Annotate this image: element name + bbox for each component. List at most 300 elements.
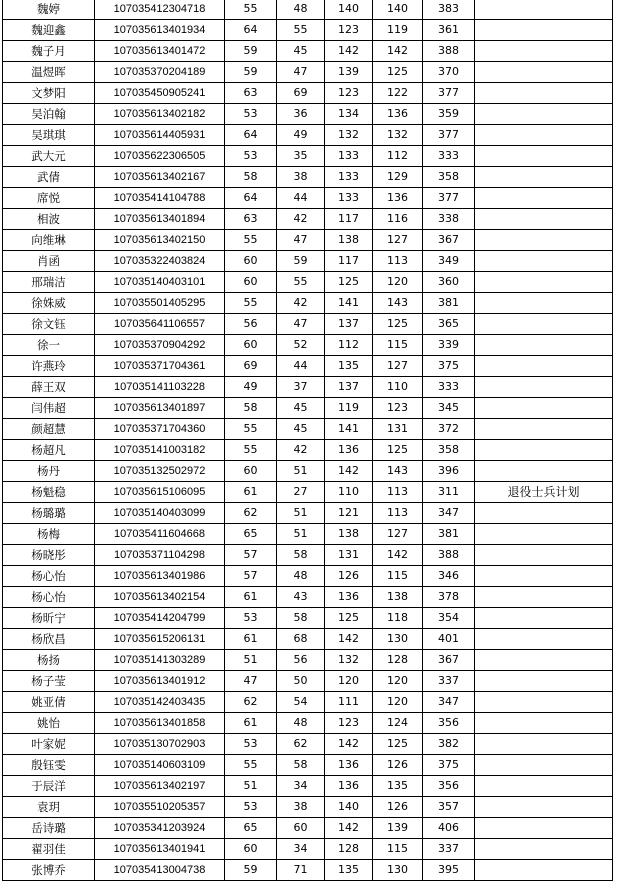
candidate-name-cell: 魏迎鑫	[3, 20, 95, 41]
score-politics-cell: 69	[225, 356, 277, 377]
table-row	[3, 356, 613, 377]
score-foreign-language-cell: 44	[277, 356, 325, 377]
score-politics-cell: 55	[225, 293, 277, 314]
score-total-cell: 372	[423, 419, 475, 440]
score-subject-2-cell: 125	[373, 734, 423, 755]
exam-id-cell: 107035613401934	[95, 20, 225, 41]
exam-id-cell: 107035141303289	[95, 650, 225, 671]
score-subject-1-cell: 135	[325, 860, 373, 881]
remark-cell	[475, 251, 613, 272]
score-foreign-language-cell: 27	[277, 482, 325, 503]
exam-id-cell: 107035510205357	[95, 797, 225, 818]
score-politics-cell: 59	[225, 860, 277, 881]
score-politics-cell: 56	[225, 314, 277, 335]
score-total-cell: 354	[423, 608, 475, 629]
score-subject-2-cell: 126	[373, 755, 423, 776]
score-politics-cell: 63	[225, 209, 277, 230]
exam-id-cell: 107035140603109	[95, 755, 225, 776]
score-foreign-language-cell: 51	[277, 503, 325, 524]
score-subject-2-cell: 130	[373, 860, 423, 881]
table-row	[3, 314, 613, 335]
score-total-cell: 359	[423, 104, 475, 125]
score-politics-cell: 55	[225, 419, 277, 440]
candidate-name-cell: 杨心怡	[3, 566, 95, 587]
exam-id-cell: 107035141003182	[95, 440, 225, 461]
remark-cell	[475, 839, 613, 860]
remark-cell	[475, 818, 613, 839]
table-row	[3, 146, 613, 167]
score-subject-1-cell: 138	[325, 524, 373, 545]
score-total-cell: 358	[423, 440, 475, 461]
candidate-name-cell: 向维琳	[3, 230, 95, 251]
remark-cell	[475, 83, 613, 104]
score-subject-1-cell: 141	[325, 293, 373, 314]
score-subject-2-cell: 142	[373, 545, 423, 566]
exam-id-cell: 107035141103228	[95, 377, 225, 398]
score-subject-2-cell: 125	[373, 62, 423, 83]
candidate-name-cell: 武倩	[3, 167, 95, 188]
score-politics-cell: 55	[225, 0, 277, 20]
score-subject-2-cell: 113	[373, 482, 423, 503]
score-foreign-language-cell: 54	[277, 692, 325, 713]
score-total-cell: 361	[423, 20, 475, 41]
candidate-name-cell: 杨心怡	[3, 587, 95, 608]
candidate-name-cell: 岳诗璐	[3, 818, 95, 839]
score-subject-2-cell: 142	[373, 41, 423, 62]
table-row	[3, 545, 613, 566]
score-subject-1-cell: 125	[325, 272, 373, 293]
score-politics-cell: 53	[225, 608, 277, 629]
score-politics-cell: 64	[225, 188, 277, 209]
score-total-cell: 360	[423, 272, 475, 293]
score-foreign-language-cell: 45	[277, 398, 325, 419]
score-foreign-language-cell: 48	[277, 566, 325, 587]
remark-cell	[475, 293, 613, 314]
score-politics-cell: 55	[225, 755, 277, 776]
exam-id-cell: 107035613401472	[95, 41, 225, 62]
exam-id-cell: 107035414104788	[95, 188, 225, 209]
score-subject-2-cell: 135	[373, 776, 423, 797]
remark-cell	[475, 755, 613, 776]
exam-id-cell: 107035371704361	[95, 356, 225, 377]
score-total-cell: 377	[423, 83, 475, 104]
exam-id-cell: 107035414204799	[95, 608, 225, 629]
table-row	[3, 125, 613, 146]
score-total-cell: 356	[423, 776, 475, 797]
score-subject-1-cell: 137	[325, 377, 373, 398]
exam-id-cell: 107035371104298	[95, 545, 225, 566]
score-table-body	[3, 0, 613, 881]
score-subject-1-cell: 142	[325, 734, 373, 755]
score-subject-2-cell: 132	[373, 125, 423, 146]
score-foreign-language-cell: 71	[277, 860, 325, 881]
table-row	[3, 713, 613, 734]
score-foreign-language-cell: 35	[277, 146, 325, 167]
score-total-cell: 345	[423, 398, 475, 419]
table-row	[3, 755, 613, 776]
score-foreign-language-cell: 42	[277, 293, 325, 314]
table-row	[3, 503, 613, 524]
exam-id-cell: 107035641106557	[95, 314, 225, 335]
exam-id-cell: 107035615106095	[95, 482, 225, 503]
score-total-cell: 357	[423, 797, 475, 818]
score-subject-1-cell: 125	[325, 608, 373, 629]
score-total-cell: 375	[423, 755, 475, 776]
table-row	[3, 293, 613, 314]
score-foreign-language-cell: 34	[277, 839, 325, 860]
exam-id-cell: 107035371704360	[95, 419, 225, 440]
score-subject-2-cell: 127	[373, 524, 423, 545]
score-politics-cell: 55	[225, 230, 277, 251]
score-subject-2-cell: 127	[373, 356, 423, 377]
remark-cell	[475, 125, 613, 146]
score-subject-1-cell: 128	[325, 839, 373, 860]
score-total-cell: 388	[423, 545, 475, 566]
score-foreign-language-cell: 58	[277, 755, 325, 776]
remark-cell	[475, 797, 613, 818]
score-politics-cell: 63	[225, 83, 277, 104]
remark-cell	[475, 62, 613, 83]
score-total-cell: 383	[423, 0, 475, 20]
score-subject-1-cell: 112	[325, 335, 373, 356]
candidate-name-cell: 于辰洋	[3, 776, 95, 797]
score-foreign-language-cell: 49	[277, 125, 325, 146]
score-total-cell: 358	[423, 167, 475, 188]
candidate-name-cell: 席悦	[3, 188, 95, 209]
score-total-cell: 377	[423, 125, 475, 146]
table-row	[3, 398, 613, 419]
table-row	[3, 272, 613, 293]
score-total-cell: 339	[423, 335, 475, 356]
score-foreign-language-cell: 58	[277, 608, 325, 629]
table-row	[3, 608, 613, 629]
score-total-cell: 401	[423, 629, 475, 650]
score-foreign-language-cell: 50	[277, 671, 325, 692]
score-subject-1-cell: 126	[325, 566, 373, 587]
remark-cell	[475, 629, 613, 650]
table-row	[3, 62, 613, 83]
candidate-name-cell: 杨超凡	[3, 440, 95, 461]
score-total-cell: 333	[423, 377, 475, 398]
score-total-cell: 378	[423, 587, 475, 608]
exam-id-cell: 107035613401897	[95, 398, 225, 419]
exam-id-cell: 107035140403101	[95, 272, 225, 293]
score-foreign-language-cell: 58	[277, 545, 325, 566]
score-subject-2-cell: 125	[373, 314, 423, 335]
score-total-cell: 377	[423, 188, 475, 209]
score-subject-2-cell: 127	[373, 230, 423, 251]
score-subject-2-cell: 138	[373, 587, 423, 608]
score-politics-cell: 60	[225, 272, 277, 293]
score-total-cell: 396	[423, 461, 475, 482]
score-total-cell: 367	[423, 230, 475, 251]
remark-cell: 退役士兵计划	[475, 482, 613, 503]
candidate-name-cell: 杨魁稳	[3, 482, 95, 503]
score-total-cell: 365	[423, 314, 475, 335]
score-foreign-language-cell: 51	[277, 524, 325, 545]
score-subject-1-cell: 133	[325, 167, 373, 188]
candidate-name-cell: 张博乔	[3, 860, 95, 881]
score-politics-cell: 65	[225, 524, 277, 545]
score-politics-cell: 49	[225, 377, 277, 398]
score-total-cell: 338	[423, 209, 475, 230]
score-total-cell: 356	[423, 713, 475, 734]
score-subject-2-cell: 139	[373, 818, 423, 839]
score-subject-1-cell: 142	[325, 818, 373, 839]
score-foreign-language-cell: 44	[277, 188, 325, 209]
exam-id-cell: 107035413004738	[95, 860, 225, 881]
score-subject-1-cell: 133	[325, 188, 373, 209]
table-row	[3, 524, 613, 545]
table-row	[3, 818, 613, 839]
candidate-name-cell: 徐文钰	[3, 314, 95, 335]
score-subject-1-cell: 142	[325, 629, 373, 650]
candidate-name-cell: 肖函	[3, 251, 95, 272]
remark-cell	[475, 20, 613, 41]
table-row	[3, 860, 613, 881]
remark-cell	[475, 314, 613, 335]
table-row	[3, 776, 613, 797]
score-politics-cell: 57	[225, 566, 277, 587]
score-foreign-language-cell: 60	[277, 818, 325, 839]
table-row	[3, 839, 613, 860]
exam-id-cell: 107035613402167	[95, 167, 225, 188]
score-total-cell: 346	[423, 566, 475, 587]
score-politics-cell: 64	[225, 20, 277, 41]
score-subject-1-cell: 123	[325, 83, 373, 104]
score-subject-2-cell: 113	[373, 503, 423, 524]
score-foreign-language-cell: 38	[277, 797, 325, 818]
score-subject-2-cell: 130	[373, 629, 423, 650]
score-foreign-language-cell: 42	[277, 209, 325, 230]
candidate-name-cell: 杨欣昌	[3, 629, 95, 650]
score-subject-1-cell: 135	[325, 356, 373, 377]
score-total-cell: 375	[423, 356, 475, 377]
score-politics-cell: 58	[225, 398, 277, 419]
score-politics-cell: 60	[225, 461, 277, 482]
candidate-name-cell: 相波	[3, 209, 95, 230]
exam-id-cell: 107035622306505	[95, 146, 225, 167]
score-subject-2-cell: 128	[373, 650, 423, 671]
candidate-name-cell: 杨子莹	[3, 671, 95, 692]
score-subject-1-cell: 139	[325, 62, 373, 83]
score-subject-2-cell: 136	[373, 104, 423, 125]
score-politics-cell: 59	[225, 41, 277, 62]
remark-cell	[475, 356, 613, 377]
score-foreign-language-cell: 47	[277, 314, 325, 335]
score-politics-cell: 51	[225, 776, 277, 797]
exam-id-cell: 107035613401912	[95, 671, 225, 692]
score-total-cell: 382	[423, 734, 475, 755]
table-row	[3, 671, 613, 692]
score-subject-1-cell: 111	[325, 692, 373, 713]
score-total-cell: 406	[423, 818, 475, 839]
exam-id-cell: 107035613402150	[95, 230, 225, 251]
score-politics-cell: 60	[225, 839, 277, 860]
candidate-name-cell: 温煜晖	[3, 62, 95, 83]
score-total-cell: 311	[423, 482, 475, 503]
score-total-cell: 333	[423, 146, 475, 167]
score-politics-cell: 53	[225, 797, 277, 818]
score-subject-2-cell: 129	[373, 167, 423, 188]
score-foreign-language-cell: 47	[277, 62, 325, 83]
score-foreign-language-cell: 51	[277, 461, 325, 482]
candidate-name-cell: 颜超慧	[3, 419, 95, 440]
score-politics-cell: 61	[225, 587, 277, 608]
table-row	[3, 188, 613, 209]
score-politics-cell: 53	[225, 734, 277, 755]
remark-cell	[475, 860, 613, 881]
exam-id-cell: 107035615206131	[95, 629, 225, 650]
score-foreign-language-cell: 45	[277, 419, 325, 440]
table-row	[3, 797, 613, 818]
score-politics-cell: 53	[225, 146, 277, 167]
score-foreign-language-cell: 38	[277, 167, 325, 188]
score-subject-2-cell: 110	[373, 377, 423, 398]
candidate-name-cell: 杨丹	[3, 461, 95, 482]
score-table	[2, 0, 613, 881]
score-subject-2-cell: 112	[373, 146, 423, 167]
remark-cell	[475, 608, 613, 629]
score-total-cell: 395	[423, 860, 475, 881]
table-row	[3, 251, 613, 272]
exam-id-cell: 107035142403435	[95, 692, 225, 713]
score-subject-1-cell: 142	[325, 461, 373, 482]
remark-cell	[475, 0, 613, 20]
score-subject-2-cell: 131	[373, 419, 423, 440]
table-row	[3, 440, 613, 461]
score-subject-1-cell: 117	[325, 209, 373, 230]
score-subject-1-cell: 142	[325, 41, 373, 62]
score-foreign-language-cell: 48	[277, 713, 325, 734]
table-row	[3, 692, 613, 713]
candidate-name-cell: 魏子月	[3, 41, 95, 62]
candidate-name-cell: 薛王双	[3, 377, 95, 398]
score-foreign-language-cell: 55	[277, 20, 325, 41]
table-row	[3, 209, 613, 230]
remark-cell	[475, 209, 613, 230]
candidate-name-cell: 翟羽佳	[3, 839, 95, 860]
exam-id-cell: 107035613402154	[95, 587, 225, 608]
table-row	[3, 377, 613, 398]
score-politics-cell: 58	[225, 167, 277, 188]
score-subject-1-cell: 121	[325, 503, 373, 524]
remark-cell	[475, 188, 613, 209]
score-politics-cell: 47	[225, 671, 277, 692]
remark-cell	[475, 419, 613, 440]
score-subject-2-cell: 119	[373, 20, 423, 41]
exam-id-cell: 107035450905241	[95, 83, 225, 104]
candidate-name-cell: 杨昕宁	[3, 608, 95, 629]
remark-cell	[475, 650, 613, 671]
score-foreign-language-cell: 56	[277, 650, 325, 671]
score-politics-cell: 61	[225, 713, 277, 734]
candidate-name-cell: 闫伟超	[3, 398, 95, 419]
remark-cell	[475, 398, 613, 419]
table-row	[3, 419, 613, 440]
score-politics-cell: 64	[225, 125, 277, 146]
score-total-cell: 381	[423, 293, 475, 314]
exam-id-cell: 107035370204189	[95, 62, 225, 83]
score-total-cell: 367	[423, 650, 475, 671]
candidate-name-cell: 叶家妮	[3, 734, 95, 755]
score-politics-cell: 57	[225, 545, 277, 566]
score-subject-2-cell: 115	[373, 335, 423, 356]
score-subject-2-cell: 125	[373, 440, 423, 461]
score-subject-2-cell: 126	[373, 797, 423, 818]
score-total-cell: 337	[423, 839, 475, 860]
score-subject-2-cell: 120	[373, 671, 423, 692]
table-row	[3, 335, 613, 356]
table-row	[3, 0, 613, 20]
exam-id-cell: 107035411604668	[95, 524, 225, 545]
candidate-name-cell: 邢瑞洁	[3, 272, 95, 293]
exam-id-cell: 107035613401941	[95, 839, 225, 860]
candidate-name-cell: 杨梅	[3, 524, 95, 545]
candidate-name-cell: 吴泊翰	[3, 104, 95, 125]
score-foreign-language-cell: 45	[277, 41, 325, 62]
score-subject-1-cell: 134	[325, 104, 373, 125]
remark-cell	[475, 776, 613, 797]
score-subject-2-cell: 115	[373, 566, 423, 587]
exam-id-cell: 107035501405295	[95, 293, 225, 314]
score-subject-1-cell: 120	[325, 671, 373, 692]
score-subject-2-cell: 140	[373, 0, 423, 20]
remark-cell	[475, 713, 613, 734]
remark-cell	[475, 545, 613, 566]
score-subject-1-cell: 132	[325, 650, 373, 671]
score-foreign-language-cell: 69	[277, 83, 325, 104]
score-subject-1-cell: 137	[325, 314, 373, 335]
score-subject-1-cell: 140	[325, 797, 373, 818]
score-total-cell: 347	[423, 503, 475, 524]
remark-cell	[475, 272, 613, 293]
score-subject-2-cell: 124	[373, 713, 423, 734]
score-subject-1-cell: 141	[325, 419, 373, 440]
exam-id-cell: 107035130702903	[95, 734, 225, 755]
score-subject-1-cell: 136	[325, 587, 373, 608]
table-row	[3, 20, 613, 41]
candidate-name-cell: 吴琪琪	[3, 125, 95, 146]
score-politics-cell: 62	[225, 692, 277, 713]
score-foreign-language-cell: 62	[277, 734, 325, 755]
score-subject-2-cell: 123	[373, 398, 423, 419]
score-politics-cell: 62	[225, 503, 277, 524]
table-row	[3, 167, 613, 188]
candidate-name-cell: 杨晓彤	[3, 545, 95, 566]
score-foreign-language-cell: 42	[277, 440, 325, 461]
exam-id-cell: 107035614405931	[95, 125, 225, 146]
exam-id-cell: 107035322403824	[95, 251, 225, 272]
remark-cell	[475, 335, 613, 356]
exam-id-cell: 107035613402197	[95, 776, 225, 797]
candidate-name-cell: 许燕玲	[3, 356, 95, 377]
table-row	[3, 587, 613, 608]
exam-id-cell: 107035140403099	[95, 503, 225, 524]
score-subject-1-cell: 119	[325, 398, 373, 419]
score-subject-2-cell: 115	[373, 839, 423, 860]
candidate-name-cell: 徐姝威	[3, 293, 95, 314]
remark-cell	[475, 461, 613, 482]
score-subject-2-cell: 143	[373, 293, 423, 314]
table-row	[3, 650, 613, 671]
remark-cell	[475, 734, 613, 755]
exam-id-cell: 107035412304718	[95, 0, 225, 20]
exam-id-cell: 107035370904292	[95, 335, 225, 356]
score-subject-2-cell: 136	[373, 188, 423, 209]
score-subject-1-cell: 136	[325, 776, 373, 797]
remark-cell	[475, 524, 613, 545]
